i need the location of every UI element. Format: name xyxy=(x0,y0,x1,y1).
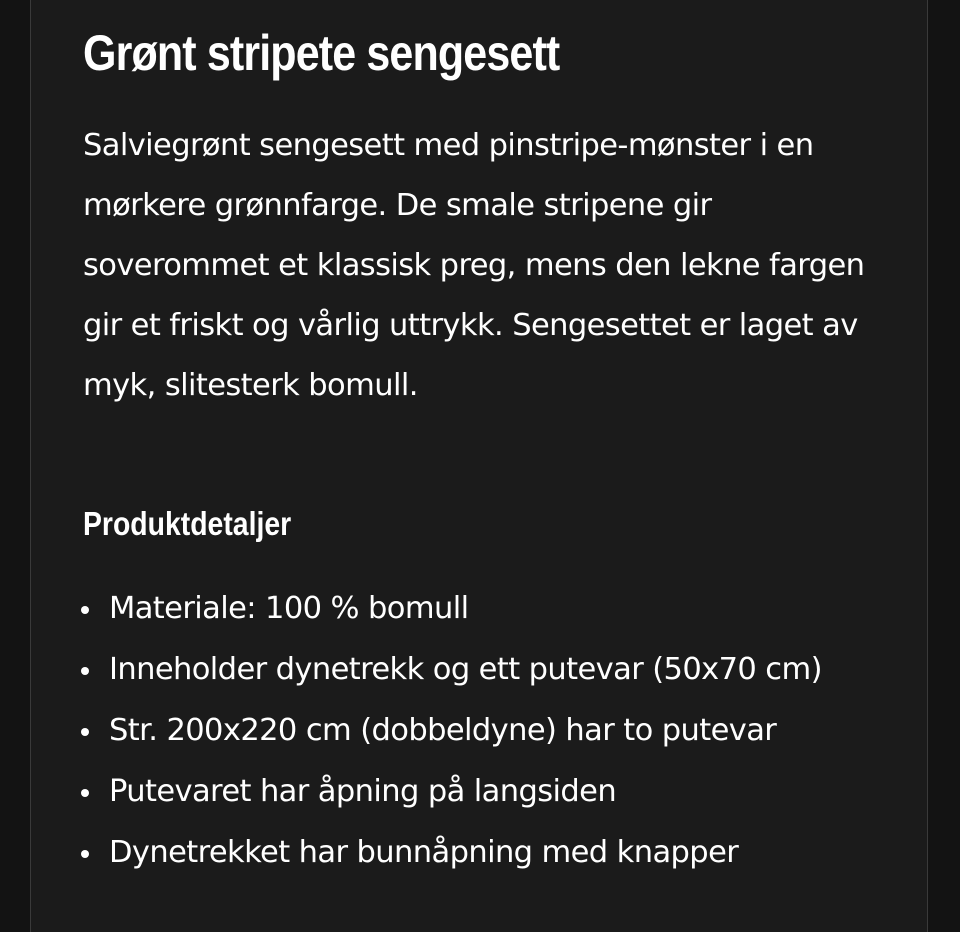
detail-item xyxy=(83,761,903,822)
detail-text: Str. 200x220 cm (dobbeldyne) har to putevar xyxy=(109,713,777,748)
product-description: Salviegrønt sengesett med pinstripe-mønster i en mørkere grønnfarge. De smale stripene gir soverommet et klassisk preg, mens den lekne fargen gir et friskt og vårlig uttrykk. Sengesettet er laget av myk, slitesterk bomull. xyxy=(83,128,865,403)
detail-item xyxy=(83,639,903,700)
detail-text: Dynetrekket har bunnåpning med knapper xyxy=(109,835,739,870)
bullet-icon xyxy=(81,789,89,797)
product-panel xyxy=(30,0,928,932)
product-title: Grønt stripete sengesett xyxy=(83,25,560,81)
detail-text: Materiale: 100 % bomull xyxy=(109,591,469,626)
bullet-icon xyxy=(81,667,89,675)
detail-text: Putevaret har åpning på langsiden xyxy=(109,774,617,809)
detail-item xyxy=(83,700,903,761)
bullet-icon xyxy=(81,606,89,614)
bullet-icon xyxy=(81,728,89,736)
detail-text: Inneholder dynetrekk og ett putevar (50x70 cm) xyxy=(109,652,822,687)
product-content xyxy=(83,22,903,883)
detail-item xyxy=(83,822,903,883)
detail-item xyxy=(83,578,903,639)
bullet-icon xyxy=(81,850,89,858)
product-details-heading: Produktdetaljer xyxy=(83,505,292,542)
product-details-list xyxy=(83,578,903,883)
